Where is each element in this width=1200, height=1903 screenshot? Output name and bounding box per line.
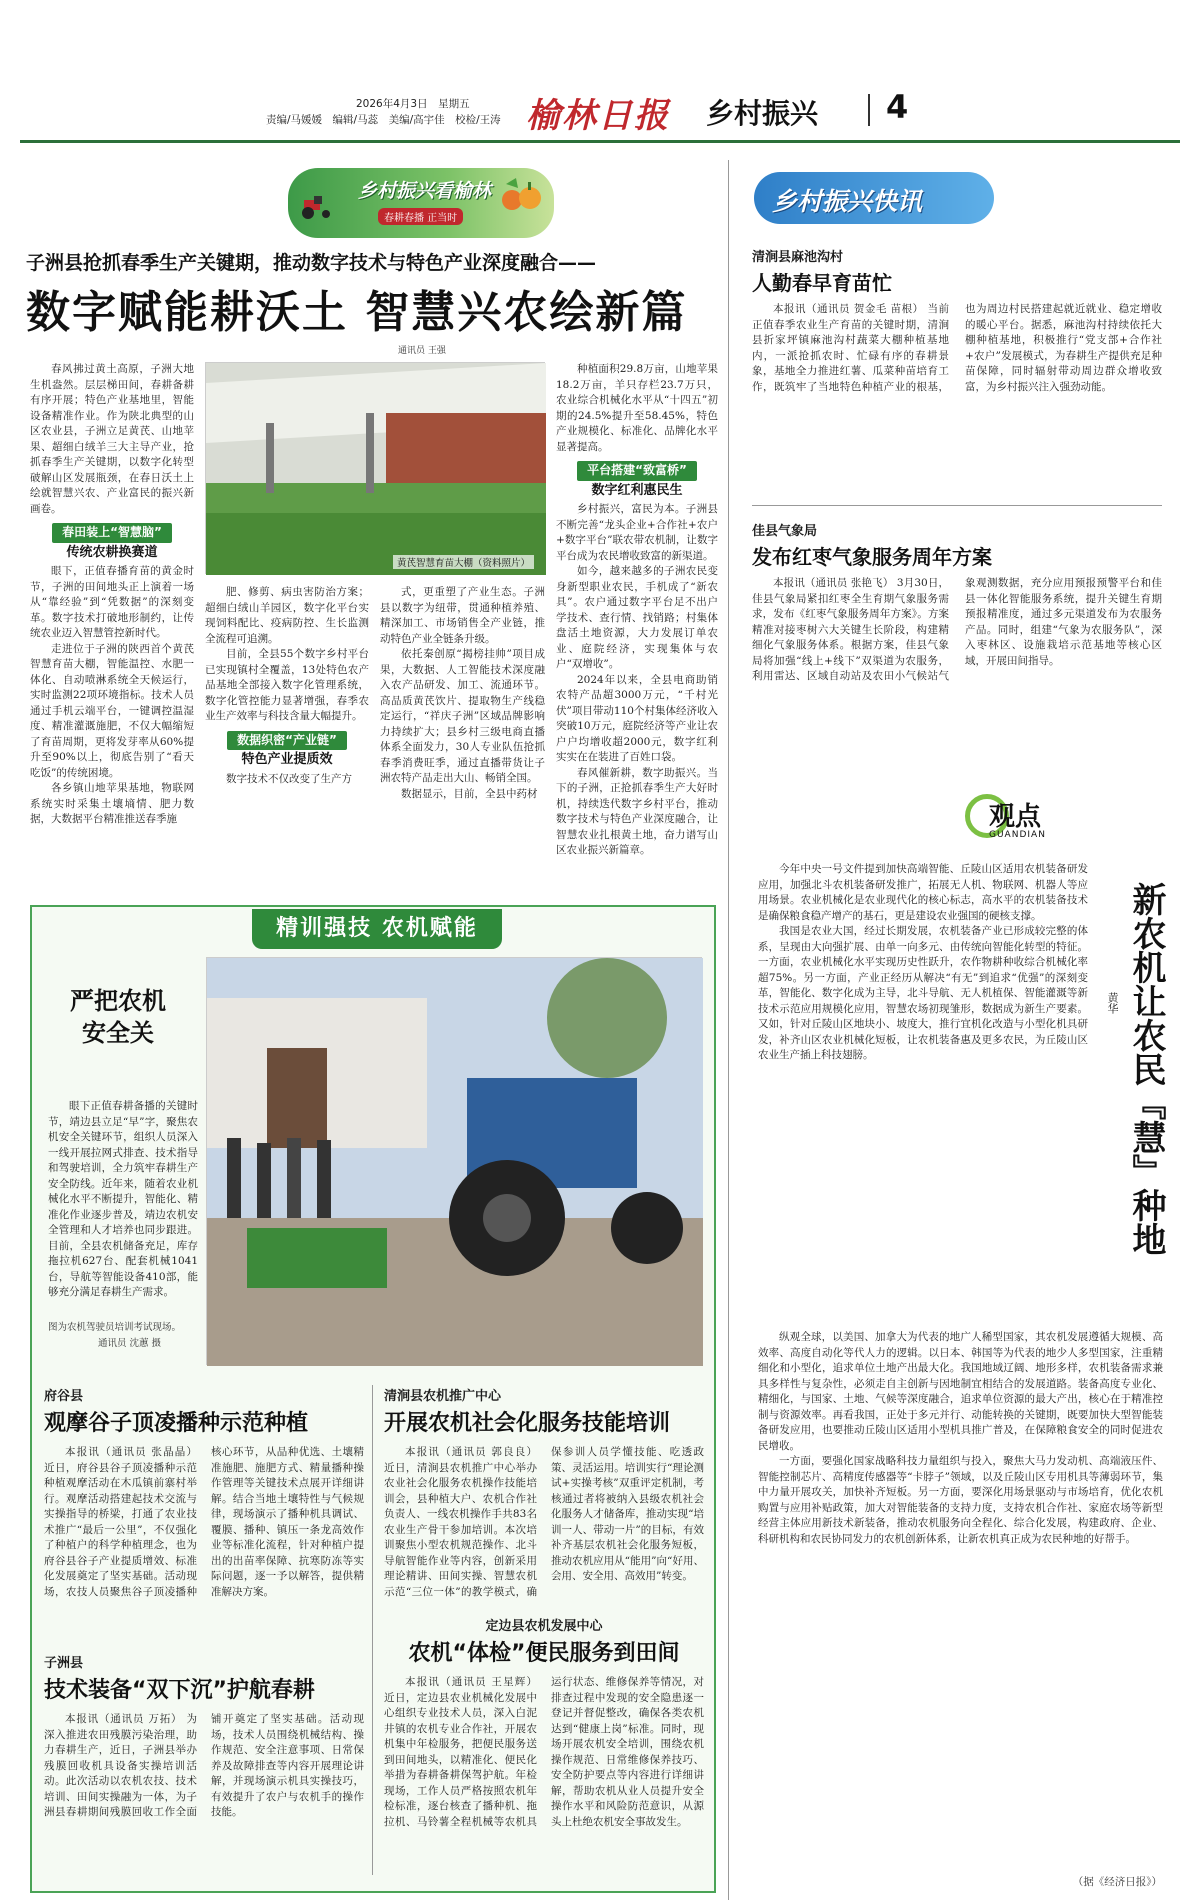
- flash-item-1-kicker: 清涧县麻池沟村: [752, 250, 844, 265]
- training-column-divider: [372, 1385, 373, 1875]
- guandian-paragraph: 纵观全球，以美国、加拿大为代表的地广人稀型国家，其农机发展遵循大规模、高效率、高度自动化等代人力的逻辑。以日本、韩国等为代表的地少人多型国家，注重精细化和小型化，追求单位土地产出最大化。我国地域辽阔、地形多样，农机装备需求兼具多样性与复杂性，必须走自主创新与因地制宜相结合的发展道路。装备高度专业化、精细化，与国家、土地、气候等深度融合，追求单位资源的最大产出，核心在于精准控制与资源效率。再看我国，正处于多元并行、动能转换的关键期，既要加快大型智能装备研发应用，也要推动丘陵山区适用小型机具推广普及，在保障粮食安全的同时促进农民增收。: [758, 1331, 1163, 1452]
- vegetables-icon: [498, 174, 546, 214]
- story-dingbian-text: 本报讯（通讯员 王星辉） 近日，定边县农业机械化发展中心组织专业技术人员，深入白泥井镇的农机专业合作社，开展农机集中年检服务，把便民服务送到田间地头，以精准化、便民化举措为春耕备耕保驾护航。年检现场，工作人员严格按照农机年检标准，逐台核查了播种机、拖拉机、马铃薯全程机械等农机具运行状态、维修保养等情况，对排查过程中发现的安全隐患逐一登记并督促整改，确保各类农机达到“健康上岗”标准。同时，现场开展农机安全培训，围绕农机操作规范、日常维修保养技巧、安全防护要点等内容进行详细讲解，帮助农机从业人员提升安全操作水平和风险防范意识，从源头上杜绝农机安全事故发生。: [384, 1676, 704, 1828]
- lead-paragraph: 种植面积29.8万亩，山地苹果18.2万亩，羊只存栏23.7万只，农业综合机械化水平从“十四五”初期的24.5%提升至58.45%，特色产业规模化、标准化、品牌化水平显著提高。: [556, 363, 718, 453]
- masthead-editors: 责编/马媛媛 编辑/马蕊 美编/高宇佳 校检/王涛: [266, 114, 501, 126]
- story-zizhou: [44, 1652, 364, 1882]
- flash-item-2: [752, 520, 1162, 786]
- greenhouse-photo-caption: 黄芪智慧育苗大棚（资料照片）: [393, 555, 534, 569]
- story-qingjian: [384, 1385, 704, 1620]
- story-fugu-kicker: 府谷县: [44, 1389, 84, 1404]
- story-dingbian-body: [384, 1675, 704, 1875]
- story-zizhou-kicker: 子洲县: [44, 1656, 84, 1671]
- tractor-icon: [300, 194, 334, 220]
- story-fugu-headline: 观摩谷子顶凌播种示范种植: [44, 1411, 309, 1436]
- flash-item-1: [752, 246, 1162, 502]
- greenhouse-illustration: [206, 363, 546, 575]
- section-banner: [288, 168, 554, 238]
- news-flash-banner: [754, 172, 994, 224]
- flash-item-2-text: 本报讯（通讯员 张艳飞） 3月30日，佳县气象局紧扣红枣全生育期气象服务需求，发布《红枣气象服务周年方案》。方案精准对接枣树六大关键生长阶段，构建精细化气象服务体系。根据方案，佳县气象局将加强“线上+线下”双渠道为农服务，利用雷达、区域自动站及农田小气候站气象观测数据，充分应用预报预警平台和佳县一体化智能服务系统，提升关键生育期预报精准度，通过多元渠道发布为农服务产品。同时，组建“气象为农服务队”，深入枣林区、设施栽培示范基地等核心区域，开展田间指导。: [752, 577, 1162, 682]
- section-name: 乡村振兴: [706, 97, 819, 130]
- page-number: 4: [886, 88, 909, 126]
- subhead-2: 特色产业提质效: [241, 752, 333, 767]
- subhead-1: 传统农耕换赛道: [66, 544, 158, 560]
- story-dingbian-headline: 农机“体检”便民服务到田间: [408, 1641, 680, 1666]
- story-qingjian-body: [384, 1445, 704, 1620]
- guandian-paragraph: 一方面，要强化国家战略科技力量组织与投入，聚焦大马力发动机、高端液压件、智能控制芯片、高精度传感器等“卡脖子”领域，以及丘陵山区专用机具等薄弱环节，集中力量开展攻关，加快补齐短板。另一方面，要深化用场景驱动与市场培育，优化农机购置与应用补贴政策，加大对智能装备的支持力度，支持农机合作社、家庭农场等新型经营主体应用新技术新装备，推动农机服务向全程化、综合化发展，构建政府、企业、科研机构和农民协同发力的农机创新体系，让新农机真正成为农民种地的好帮手。: [758, 1455, 1163, 1545]
- lead-paragraph: 式，更重塑了产业生态。子洲县以数字为纽带，贯通种植养殖、精深加工、市场销售全产业链，推动特色产业全链条升级。: [380, 586, 545, 645]
- banner-slogan: 春耕春播 正当时: [378, 208, 463, 225]
- story-fugu-text: 本报讯（通讯员 张晶晶） 近日，府谷县谷子顶凌播种示范种植观摩活动在木瓜镇前寨村举行。观摩活动搭建起技术交流与实操指导的桥梁，打通了农业技术推广“最后一公里”，不仅强化了种植户的科学种植理念，也为府谷县谷子产业提质增效、标准化发展奠定了坚实基础。活动现场，农技人员聚焦谷子顶凌播种核心环节，从品种优选、土壤精准施肥、施肥方式、精量播种操作管理等关键技术点展开详细讲解。结合当地土壤特性与气候规律，现场演示了播种机具调试、覆膜、播种、镇压一条龙高效作业等标准化流程，针对种植户提出的出苗率保障、抗寒防冻等实际问题，逐一予以解答，提供精准解决方案。: [44, 1446, 364, 1598]
- story-dingbian-kicker: 定边县农机发展中心: [485, 1619, 603, 1634]
- masthead-divider: [868, 94, 870, 126]
- subhead-tag-1: 春田装上“智慧脑”: [52, 523, 172, 543]
- story-zizhou-text: 本报讯（通讯员 万拓） 为深入推进农田残膜污染治理，助力春耕生产，近日，子洲县举办残膜回收机具设备实操培训活动。此次活动以农机农技、技术培训、田间实操融为一体，为子洲县春耕期间残膜回收工作全面铺开奠定了坚实基础。活动现场，技术人员围绕机械结构、操作规范、安全注意事项、日常保养及故障排查等内容开展理论讲解，并现场演示机具实操技巧，有效提升了农户与农机手的操作技能。: [44, 1713, 364, 1818]
- column-divider: [728, 160, 729, 1900]
- issue-weekday: 星期五: [438, 98, 470, 110]
- guandian-logo-text: 观点: [989, 802, 1042, 832]
- training-section-header: [252, 909, 502, 949]
- guandian-source: （据《经济日报》）: [1072, 1876, 1162, 1888]
- lead-paragraph: 如今，越来越多的子洲农民变身新型职业农民，手机成了“新农具”。农户通过数字平台足不出户学技术、查行情、找销路；村集体盘活土地资源，大力发展订单农业、庭院经济，实现集体与农户“双增收”。: [556, 565, 718, 670]
- guandian-body-top: [758, 862, 1088, 1322]
- flash-item-1-body: [752, 302, 1162, 502]
- guandian-body-bottom: [758, 1330, 1163, 1870]
- news-flash-title: 乡村振兴快讯: [772, 187, 923, 216]
- guandian-paragraph: 我国是农业大国，经过长期发展，农机装备产业已形成较完整的体系，呈现由大向强扩展、由单一向多元、由传统向智能化转型的特征。一方面，农业机械化水平实现历史性跃升，农作物耕种收综合机械化率超75%。另一方面，产业正经历从解决“有无”到追求“优强”的深刻变革，智能化、数字化成为主导，北斗导航、无人机植保、智能灌溉等新技术示范应用规模化应用，智慧农场初现雏形，数据成为新生产要素。又如，针对丘陵山区地块小、坡度大，推行宜机化改造与小型化机具研发，补齐山区农业机械化短板，让农机装备惠及更多农民，为丘陵山区农业生产插上科技翅膀。: [758, 925, 1088, 1061]
- training-section-title: 精训强技 农机赋能: [276, 916, 478, 941]
- paper-name-logo: 榆林日报: [526, 96, 670, 136]
- lead-kicker: 子洲县抢抓春季生产关键期，推动数字技术与特色产业深度融合——: [26, 252, 597, 274]
- story-zizhou-body: [44, 1712, 364, 1882]
- lead-paragraph: 肥、修剪、病虫害防治方案；超细白绒山羊园区，数字化平台实现饲料配比、疫病防控、生长监测全流程可追溯。: [205, 586, 369, 645]
- story-qingjian-kicker: 清涧县农机推广中心: [384, 1389, 502, 1404]
- flash-item-2-kicker: 佳县气象局: [752, 524, 818, 539]
- lead-paragraph: 数据显示，目前，全县中药材: [401, 787, 538, 800]
- subhead-3: 数字红利惠民生: [591, 482, 683, 498]
- issue-date: 2026年4月3日: [356, 98, 428, 110]
- flash-item-1-headline: 人勤春早育苗忙: [752, 271, 892, 295]
- feature-title: 严把农机安全关: [70, 987, 166, 1047]
- lead-intro-paragraph: 春风拂过黄土高原，子洲大地生机盎然。层层梯田间，春耕备耕有序开展；特色产业基地里，智能设备精准作业。作为陕北典型的山区农业县，子洲立足黄芪、山地苹果、超细白绒羊三大主导产业，抢抓春季生产关键期，以数字化转型破解山区发展瓶颈，在春日沃土上绘就智慧兴农、产业富民的振兴新画卷。: [30, 363, 194, 515]
- lead-paragraph: 各乡镇山地苹果基地，物联网系统实时采集土壤墒情、肥力数据，大数据平台精准推送春季施: [30, 782, 194, 825]
- tractor-training-photo: [206, 957, 702, 1365]
- lead-paragraph: 数字技术不仅改变了生产方: [226, 772, 352, 785]
- story-fugu-body: [44, 1445, 364, 1625]
- greenhouse-photo: [205, 362, 545, 574]
- flash-item-2-headline: 发布红枣气象服务周年方案: [752, 545, 992, 569]
- lead-col-5: [556, 362, 718, 856]
- masthead-rule: [20, 140, 1180, 143]
- guandian-paragraph: 今年中央一号文件提到加快高端智能、丘陵山区适用农机装备研发应用，加强北斗农机装备研发推广，拓展无人机、物联网、机器人等应用场景。农业机械化是农业现代化的核心标志，高水平的农机装备技术是确保粮食稳产增产的基石，更是建设农业强国的硬核支撑。: [758, 863, 1088, 922]
- lead-col-4: [380, 585, 545, 837]
- story-zizhou-headline: 技术装备“双下沉”护航春耕: [44, 1678, 315, 1703]
- flash-item-1-text: 本报讯（通讯员 贺金毛 苗根） 当前正值春季农业生产育苗的关键时期，清涧县折家坪镇麻池沟村蔬菜大棚种植基地内，一派抢抓农时、忙碌有序的春耕景象，基地全力推进红薯、瓜菜种苗培育工作，既筑牢了当地特色种植产业的根基，也为周边村民搭建起就近就业、稳定增收的暖心平台。据悉，麻池沟村持续依托大棚种植基地，积极推行“党支部+合作社+农户”发展模式，为春耕生产提供充足种苗保障，同时辐射带动周边群众增收致富，为乡村振兴注入强劲动能。: [752, 303, 1162, 393]
- feature-photo-byline: 通讯员 沈蕙 摄: [98, 1338, 162, 1349]
- feature-photo-caption: 图为农机驾驶员培训考试现场。: [48, 1322, 182, 1333]
- flash-divider: [752, 505, 1162, 506]
- banner-title: 乡村振兴看榆林: [358, 180, 492, 202]
- story-qingjian-text: 本报讯（通讯员 郭良良） 近日，清涧县农机推广中心举办农业社会化服务农机操作技能培训会，县种植大户、农机合作社负责人、一线农机操作手共83名农业生产骨干参加培训。本次培训聚焦小型农机规范操作、北斗导航智能作业等内容，创新采用理论精讲、田间实操、智慧农机示范“三位一体”的教学模式，确保参训人员学懂技能、吃透政策、灵活运用。培训实行“理论测试+实操考核”双重评定机制，考核通过者将被纳入县级农机社会化服务人才储备库，推动实现“培训一人、带动一片”的目标，有效补齐基层农机社会化服务短板，推动农机应用从“能用”向“好用、会用、安全用、高效用”转变。: [384, 1446, 704, 1598]
- subhead-tag-3: 平台搭建“致富桥”: [577, 461, 697, 481]
- guandian-author: 黄华: [1106, 992, 1119, 1014]
- lead-paragraph: 乡村振兴，富民为本。子洲县不断完善“龙头企业+合作社+农户+数字平台”联农带农机制，让数字平台成为农民增收致富的新渠道。: [556, 503, 718, 562]
- story-dingbian: [384, 1615, 704, 1875]
- flash-item-2-body: [752, 576, 1162, 786]
- story-qingjian-headline: 开展农机社会化服务技能培训: [384, 1411, 671, 1436]
- lead-paragraph: 目前，全县55个数字乡村平台已实现镇村全覆盖，13处特色农产品基地全部接入数字化管理系统，数字化管控能力显著增强，春季农业生产效率与科技含量大幅提升。: [205, 648, 369, 722]
- lead-col-3: [205, 585, 369, 837]
- lead-paragraph: 春风催新耕，数字助振兴。当下的子洲，正抢抓春季生产大好时机，持续迭代数字乡村平台，推动数字技术与特色产业深度融合，让智慧农业扎根黄土地，奋力谱写山区农业振兴新篇章。: [556, 766, 718, 856]
- masthead: [20, 78, 1180, 138]
- lead-paragraph: 依托秦创原“揭榜挂帅”项目成果，大数据、人工智能技术深度融入农产品研发、加工、流通环节。高品质黄芪饮片、提取物生产线稳定运行，“祥庆子洲”区域品牌影响力持续扩大；县乡村三级电商直播体系全面发力，30人专业队伍抢抓春季消费旺季，通过直播带货让子洲农特产品走出大山、畅销全国。: [380, 648, 545, 784]
- feature-paragraph: 眼下正值春耕备播的关键时节，靖边县立足“早”字，聚焦农机安全关键环节，组织人员深入一线开展拉网式排查、技术指导和驾驶培训，全力筑牢春耕生产安全防线。近年来，随着农业机械化水平不断提升，智能化、精准化作业逐步普及，靖边农机安全管理和人才培养也同步跟进。目前，全县农机储备充足，库存拖拉机627台、配套机械1041台，导航等智能设备410部，能够充分满足春耕生产需求。: [48, 1100, 198, 1298]
- guandian-logo-en: GUANDIAN: [989, 830, 1046, 840]
- lead-paragraph: 走进位于子洲的陕西首个黄芪智慧育苗大棚，智能温控、水肥一体化、自动喷淋系统全天候运行，实时监测22项环境指标。技术人员通过手机云端平台，一键调控温湿度、精准灌溉施肥，不仅大幅缩短了育苗周期，更将发芽率从60%提升至90%以上，彻底告别了“看天吃饭”的传统困境。: [30, 642, 194, 779]
- lead-byline: 通讯员 王强: [398, 346, 446, 356]
- lead-headline: 数字赋能耕沃土 智慧兴农绘新篇: [26, 287, 688, 338]
- training-section: [30, 905, 716, 1893]
- guandian-logo: [965, 792, 1085, 844]
- lead-paragraph: 2024年以来，全县电商助销农特产品超3000万元，“千村光伏”项目带动110个村集体经济收入突破10万元，庭院经济等产业让农户户均增收超2000元，数字红利实实在在装进了百姓口袋。: [556, 673, 718, 763]
- feature-body: [48, 1099, 198, 1314]
- lead-paragraph: 眼下，正值春播育苗的黄金时节，子洲的田间地头正上演着一场从“靠经验”到“凭数据”的深刻变革。数字技术打破地形制约，让传统农业迈入智慧管控新时代。: [30, 565, 194, 639]
- lead-col-1: [30, 362, 194, 837]
- masthead-date-line: [356, 96, 470, 111]
- subhead-tag-2: 数据织密“产业链”: [227, 731, 347, 751]
- story-fugu: [44, 1385, 364, 1625]
- tractor-training-illustration: [207, 958, 703, 1366]
- guandian-opinion: [752, 862, 1172, 1897]
- guandian-headline: 新农机让农民『慧』种地: [1126, 882, 1166, 1256]
